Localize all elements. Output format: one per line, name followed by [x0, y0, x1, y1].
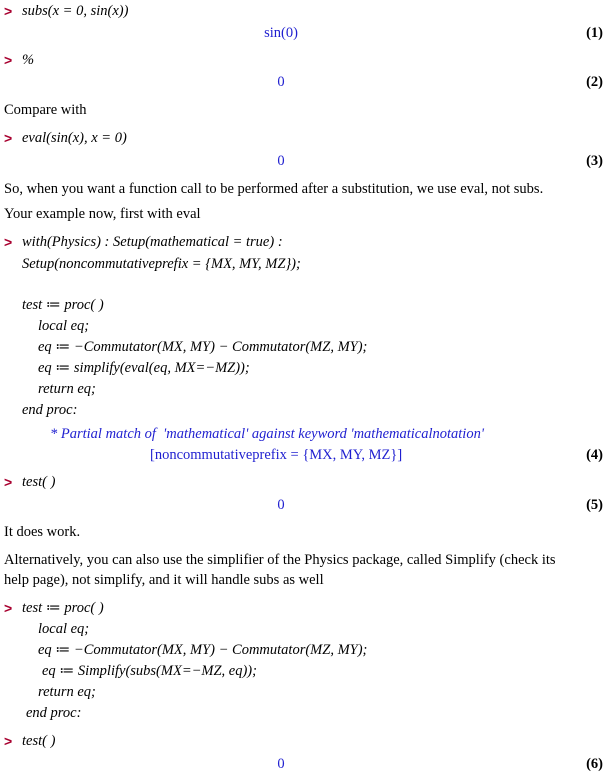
equation-label: (5) — [586, 497, 603, 513]
input-line[interactable]: Setup(noncommutativeprefix = {MX, MY, MZ}); — [22, 256, 301, 272]
text-paragraph: Alternatively, you can also use the simplifier of the Physics package, called Simplify (check its — [4, 552, 556, 568]
input-line[interactable]: return eq; — [38, 684, 96, 700]
text-paragraph: Your example now, first with eval — [4, 206, 201, 222]
warning-message: * Partial match of 'mathematical' against keyword 'mathematicalnotation' — [50, 426, 484, 442]
input-line[interactable]: eq ≔ −Commutator(MX, MY) − Commutator(MZ, MY); — [38, 339, 368, 355]
output-value: sin(0) — [264, 25, 298, 41]
output-value: 0 — [277, 74, 285, 90]
prompt-marker[interactable]: > — [4, 52, 13, 68]
equation-label: (3) — [586, 153, 603, 169]
equation-label: (1) — [586, 25, 603, 41]
input-line[interactable]: % — [22, 52, 35, 68]
prompt-marker[interactable]: > — [4, 234, 13, 250]
input-line[interactable]: with(Physics) : Setup(mathematical = true) : — [22, 234, 283, 250]
input-line[interactable]: return eq; — [38, 381, 96, 397]
output-value: 0 — [277, 497, 285, 513]
input-line[interactable]: eq ≔ −Commutator(MX, MY) − Commutator(MZ, MY); — [38, 642, 368, 658]
prompt-marker[interactable]: > — [4, 733, 13, 749]
equation-label: (2) — [586, 74, 603, 90]
input-line[interactable]: test( ) — [22, 474, 56, 490]
equation-label: (4) — [586, 447, 603, 463]
text-paragraph: Compare with — [4, 102, 87, 118]
prompt-marker[interactable]: > — [4, 600, 13, 616]
input-line[interactable]: eq ≔ Simplify(subs(MX=−MZ, eq)); — [42, 663, 257, 679]
equation-label: (6) — [586, 756, 603, 772]
input-line[interactable]: test ≔ proc( ) — [22, 297, 104, 313]
prompt-marker[interactable]: > — [4, 474, 13, 490]
input-line[interactable]: test( ) — [22, 733, 56, 749]
text-paragraph: help page), not simplify, and it will handle subs as well — [4, 572, 324, 588]
input-line[interactable]: local eq; — [38, 621, 90, 637]
output-value: 0 — [277, 756, 285, 772]
input-line[interactable]: local eq; — [38, 318, 90, 334]
input-line[interactable]: end proc: — [22, 402, 78, 418]
text-paragraph: So, when you want a function call to be performed after a substitution, we use eval, not subs. — [4, 181, 544, 197]
output-value: [noncommutativeprefix = {MX, MY, MZ}] — [150, 447, 403, 463]
prompt-marker[interactable]: > — [4, 3, 13, 19]
output-value: 0 — [277, 153, 285, 169]
input-line[interactable]: test ≔ proc( ) — [22, 600, 104, 616]
input-line[interactable]: eq ≔ simplify(eval(eq, MX=−MZ)); — [38, 360, 250, 376]
input-line[interactable]: eval(sin(x), x = 0) — [22, 130, 127, 146]
prompt-marker[interactable]: > — [4, 130, 13, 146]
text-paragraph: It does work. — [4, 524, 81, 540]
input-line[interactable]: subs(x = 0, sin(x)) — [22, 3, 129, 19]
input-line[interactable]: end proc: — [26, 705, 82, 721]
